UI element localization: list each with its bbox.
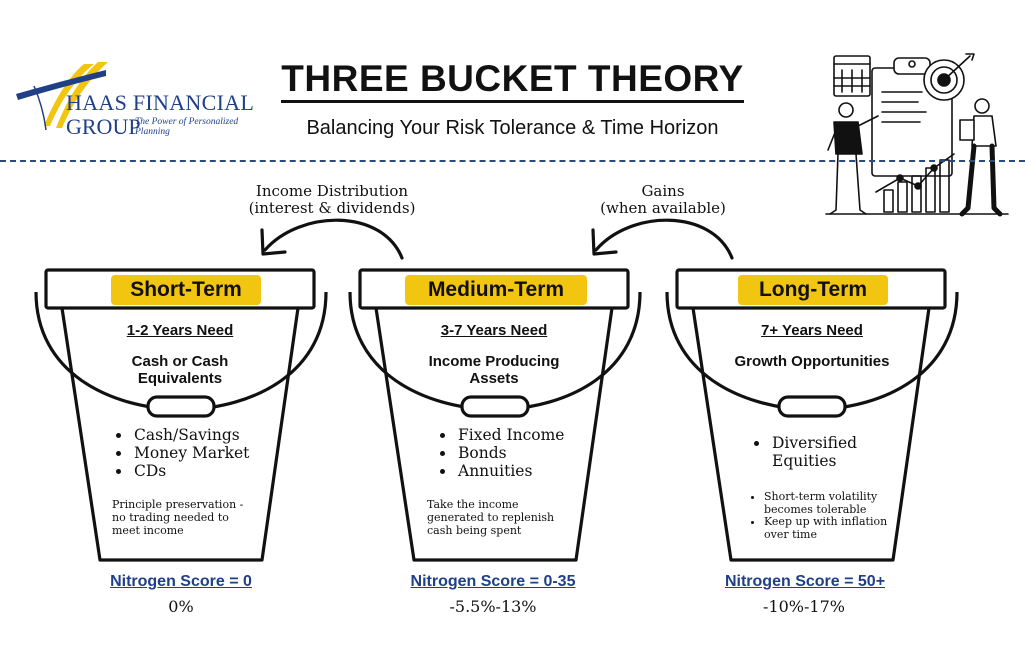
list-item: • Money Market xyxy=(132,444,302,462)
bucket-short-term-range: 0% xyxy=(168,597,194,616)
bucket-long-term-label: Long-Term xyxy=(738,275,888,305)
list-item: • Cash/Savings xyxy=(132,426,302,444)
bucket-short-term-kind: Cash or Cash Equivalents xyxy=(131,353,229,387)
bucket-medium-term-note: Take the income generated to replenish cash being spent xyxy=(427,498,555,537)
bucket-short-term-items xyxy=(112,426,302,480)
logo-line-1: HAAS FINANCIAL xyxy=(66,90,255,115)
list-item: • Diversified Equities xyxy=(770,434,900,470)
bucket-short-term-note: Principle preservation - no trading needed to meet income xyxy=(112,498,244,537)
page-subtitle: Balancing Your Risk Tolerance & Time Horizon xyxy=(306,117,719,139)
page-title: THREE BUCKET THEORY xyxy=(230,58,795,100)
bucket-long-term-range: -10%-17% xyxy=(763,597,845,616)
bucket-medium-term-label: Medium-Term xyxy=(405,275,587,305)
bucket-medium-term-score: Nitrogen Score = 0-35 xyxy=(410,573,576,590)
list-item: • Annuities xyxy=(456,462,626,480)
flow-label-income: Income Distribution (interest & dividends) xyxy=(248,182,416,217)
logo-line-2: GROUP xyxy=(66,114,141,139)
bucket-medium-term-items xyxy=(436,426,626,480)
flow-label-gains: Gains (when available) xyxy=(600,182,726,217)
bucket-short-term-label: Short-Term xyxy=(111,275,261,305)
logo-tagline: The Power of Personalized Planning xyxy=(135,117,239,137)
list-item: • CDs xyxy=(132,462,302,480)
bucket-long-term-notes xyxy=(750,491,894,541)
bucket-long-term-items xyxy=(750,434,900,470)
bucket-short-term-score: Nitrogen Score = 0 xyxy=(110,573,252,590)
list-item: • Keep up with inflation over time xyxy=(764,516,894,541)
list-item: • Fixed Income xyxy=(456,426,626,444)
bucket-short-term-need: 1-2 Years Need xyxy=(126,322,234,339)
bucket-long-term-kind: Growth Opportunities xyxy=(734,353,890,370)
bucket-medium-term-need: 3-7 Years Need xyxy=(440,322,548,339)
list-item: • Bonds xyxy=(456,444,626,462)
list-item: • Short-term volatility becomes tolerable xyxy=(764,491,894,516)
bucket-long-term-need: 7+ Years Need xyxy=(761,322,863,339)
bucket-medium-term-kind: Income Producing Assets xyxy=(428,353,560,387)
bucket-long-term-score: Nitrogen Score = 50+ xyxy=(724,573,886,590)
bucket-medium-term-range: -5.5%-13% xyxy=(449,597,537,616)
